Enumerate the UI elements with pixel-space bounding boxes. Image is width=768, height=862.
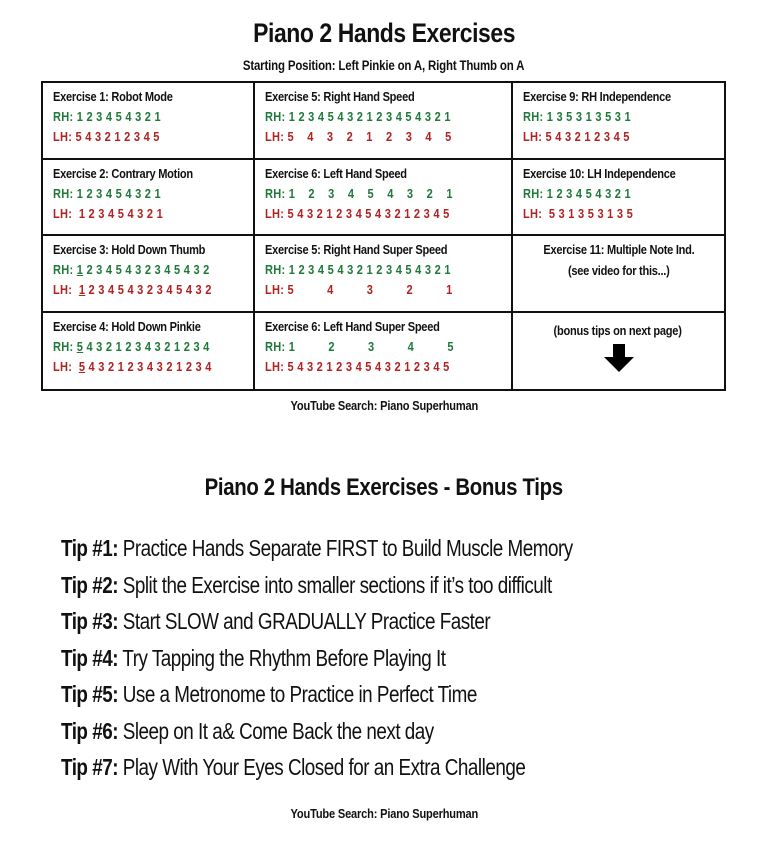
tip-item (61, 713, 685, 750)
tip-item (61, 603, 685, 640)
exercise-title: Exercise 10: LH Independence (523, 165, 679, 181)
tip-text: Practice Hands Separate FIRST to Build Muscle Memory (118, 535, 573, 561)
tips-list (61, 530, 685, 786)
exercise-title: Exercise 11: Multiple Note Ind. (542, 242, 695, 257)
tip-label: Tip #6: (61, 717, 119, 744)
exercise-cell-5 (255, 83, 513, 160)
rh-sequence: RH: 1 2 3 4 5 (265, 338, 454, 354)
lh-sequence: LH: 5 4 3 2 1 2 3 4 5 (265, 129, 452, 144)
lh-sequence: LH: 5 4 3 2 1 2 3 4 5 4 3 2 1 2 3 4 5 (265, 205, 450, 221)
lh-sequence: LH: 5 4 3 2 1 2 3 4 5 (523, 129, 630, 144)
exercise-cell-4 (43, 313, 255, 390)
bonus-note: (bonus tips on next page) (553, 322, 684, 338)
rh-sequence: RH: 1 2 3 4 5 4 3 2 3 4 5 4 3 2 (53, 262, 210, 277)
exercise-cell-6 (255, 160, 513, 237)
exercise-cell-7 (255, 236, 513, 313)
tip-item (61, 749, 685, 786)
exercise-title: Exercise 9: RH Independence (523, 89, 674, 104)
exercise-title: Exercise 4: Hold Down Pinkie (53, 318, 201, 334)
tip-label: Tip #4: (61, 644, 119, 671)
footer-youtube-search: YouTube Search: Piano Superhuman (290, 806, 478, 821)
tip-label: Tip #5: (61, 681, 119, 707)
exercise-title: Exercise 3: Hold Down Thumb (53, 242, 206, 257)
tip-text: Split the Exercise into smaller sections if it’s too difficult (118, 571, 552, 598)
rh-sequence: RH: 1 2 3 4 5 4 3 2 1 (53, 185, 161, 201)
exercise-cell-10 (513, 160, 724, 237)
down-arrow-icon (604, 344, 634, 372)
exercise-cell-8 (255, 313, 513, 390)
exercise-grid (41, 81, 726, 391)
exercise-title: Exercise 5: Right Hand Speed (265, 89, 418, 104)
rh-sequence: RH: 1 2 3 4 5 4 3 2 1 2 3 4 5 4 3 2 1 (265, 262, 451, 277)
rh-sequence: RH: 1 3 5 3 1 3 5 3 1 (523, 109, 631, 124)
tip-item (61, 676, 685, 713)
exercise-cell-9 (513, 83, 724, 160)
tip-item (61, 567, 685, 604)
lh-sequence: LH: 1 2 3 4 5 4 3 2 3 4 5 4 3 2 (53, 282, 212, 297)
rh-sequence: RH: 1 2 3 4 5 4 3 2 1 (53, 109, 161, 124)
tip-item (61, 640, 685, 677)
rh-sequence: RH: 5 4 3 2 1 2 3 4 3 2 1 2 3 4 (53, 338, 210, 354)
tip-text: Use a Metronome to Practice in Perfect Time (118, 681, 477, 707)
lh-sequence: LH: 5 3 1 3 5 3 1 3 5 (523, 205, 634, 221)
tip-label: Tip #3: (61, 608, 119, 634)
rh-sequence: RH: 1 2 3 4 5 4 3 2 1 (265, 185, 453, 201)
exercise-cell-2 (43, 160, 255, 237)
tip-item (61, 530, 685, 567)
held-finger: 1 (76, 262, 84, 277)
exercise-title: Exercise 2: Contrary Motion (53, 165, 193, 181)
lh-sequence: LH: 5 4 3 2 1 2 3 4 5 4 3 2 1 2 3 4 5 (265, 358, 450, 374)
tip-label: Tip #7: (61, 754, 119, 780)
video-note: (see video for this...) (567, 263, 670, 278)
bonus-tips-title: Piano 2 Hands Exercises - Bonus Tips (204, 474, 564, 501)
tip-text: Start SLOW and GRADUALLY Practice Faster (118, 608, 491, 634)
tip-text: Try Tapping the Rhythm Before Playing It (118, 644, 446, 671)
exercise-title: Exercise 6: Left Hand Speed (265, 165, 410, 181)
exercise-cell-3 (43, 236, 255, 313)
exercise-title: Exercise 1: Robot Mode (53, 89, 176, 104)
exercise-cell-11 (513, 236, 724, 313)
tip-label: Tip #2: (61, 571, 119, 598)
rh-sequence: RH: 1 2 3 4 5 4 3 2 1 2 3 4 5 4 3 2 1 (265, 109, 451, 124)
lh-sequence: LH: 5 4 3 2 1 2 3 4 5 (53, 129, 160, 144)
lh-sequence: LH: 5 4 3 2 1 (265, 282, 453, 297)
lh-sequence: LH: 1 2 3 4 5 4 3 2 1 (53, 205, 164, 221)
held-finger: 5 (76, 338, 84, 354)
exercise-title: Exercise 6: Left Hand Super Speed (265, 318, 443, 334)
bonus-pointer-cell (513, 313, 724, 390)
tip-text: Sleep on It a& Come Back the next day (118, 717, 434, 744)
held-finger: 1 (78, 282, 86, 297)
tip-label: Tip #1: (61, 535, 119, 561)
tip-text: Play With Your Eyes Closed for an Extra Challenge (118, 754, 526, 780)
rh-sequence: RH: 1 2 3 4 5 4 3 2 1 (523, 185, 631, 201)
page-subtitle: Starting Position: Left Pinkie on A, Right Thumb on A (243, 58, 525, 73)
held-finger: 5 (78, 358, 86, 374)
page-title: Piano 2 Hands Exercises (253, 18, 515, 48)
lh-sequence: LH: 5 4 3 2 1 2 3 4 3 2 1 2 3 4 (53, 358, 212, 374)
youtube-search-label: YouTube Search: Piano Superhuman (290, 398, 478, 413)
exercise-title: Exercise 5: Right Hand Super Speed (265, 242, 451, 257)
exercise-cell-1 (43, 83, 255, 160)
